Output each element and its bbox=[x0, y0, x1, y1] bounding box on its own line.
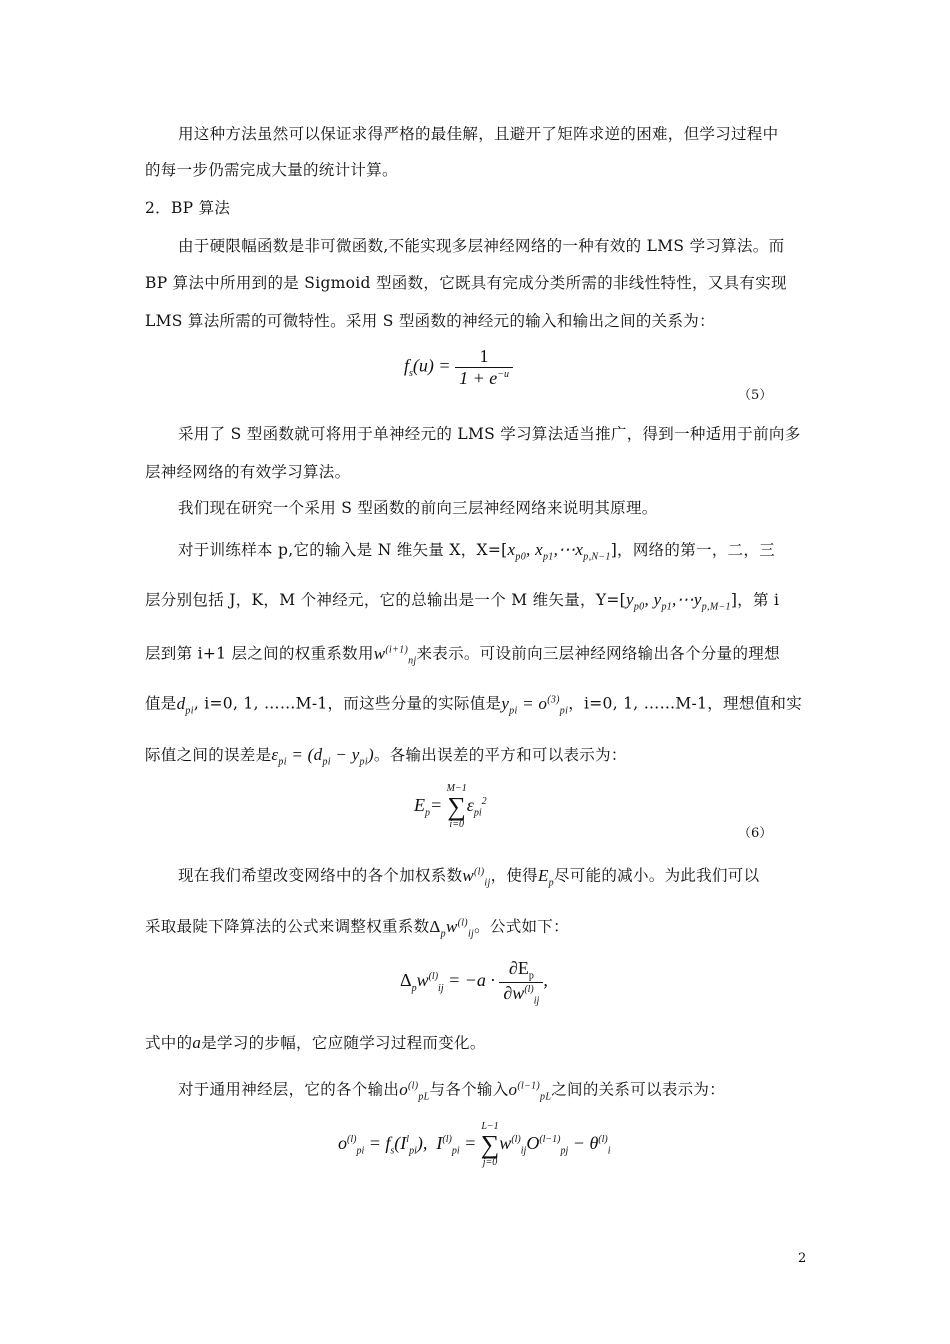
paragraph-line: 我们现在研究一个采用 S 型函数的前向三层神经网络来说明其原理。 bbox=[178, 499, 658, 517]
paragraph-line: 的每一步仍需完成大量的统计计算。 bbox=[145, 161, 398, 179]
paragraph-line: 对于通用神经层，它的各个输出$o^{(l)}_{pL}$与各个输入$o^{(l-1)}_{pL}$之间的关系可以表示为： bbox=[178, 1079, 726, 1103]
equation-5-number: （5） bbox=[738, 388, 773, 403]
paragraph-line: 际值之间的误差是$\varepsilon_{pi} = (d_{pi} - y_{pi})$。各输出误差的平方和可以表示为： bbox=[145, 745, 627, 768]
paragraph-line: 采取最陡下降算法的公式来调整权重系数$\Delta_pw^{(l)}_{ij}$。公式如下： bbox=[145, 916, 569, 940]
paragraph-line: 由于硬限幅函数是非可微函数,不能实现多层神经网络的一种有效的 LMS 学习算法。而 bbox=[178, 237, 785, 255]
paragraph-line: 式中的a是学习的步幅，它应随学习过程而变化。 bbox=[145, 1033, 486, 1052]
paragraph-line: 现在我们希望改变网络中的各个加权系数$w^{(l)}_{ij}$，使得$E_p$尽可能的减小。为此我们可以 bbox=[178, 865, 760, 889]
section-heading: 2．BP 算法 bbox=[145, 199, 231, 217]
equation-5: $f_s(u)$ = $\frac{1}{1 + e^{-u}}$ bbox=[404, 346, 513, 389]
paragraph-line: 层分别包括 J，K，M 个神经元，它的总输出是一个 M 维矢量，$Y=[y_{p0}$, $y_{p1},\cdots y_{p,M-1}$]，第 i bbox=[145, 590, 780, 613]
paragraph-line: 用这种方法虽然可以保证求得严格的最佳解，且避开了矩阵求逆的困难，但学习过程中 bbox=[178, 125, 779, 143]
paragraph-line: 层到第 i+1 层之间的权重系数用$w^{(i+1)}_{nj}$来表示。可设前向三层神经网络输出各个分量的理想 bbox=[145, 643, 780, 667]
page-number: 2 bbox=[798, 1251, 807, 1266]
equation-gradient: $\Delta_pw^{(l)}_{ij} = -a$ · $\frac{\partial E_p}{\partial w^{(l)}_{ij}}$ , bbox=[400, 958, 548, 1007]
paragraph-line: 对于训练样本 p,它的输入是 N 维矢量 X，$X=[x_{p0}$, $x_{p1},\cdots x_{p,N-1}$]，网络的第一，二，三 bbox=[178, 540, 776, 563]
paragraph-line: 采用了 S 型函数就可将用于单神经元的 LMS 学习算法适当推广，得到一种适用于前向多 bbox=[178, 425, 801, 443]
equation-6: $E_p=$ M−1 ∑ i=0 $\varepsilon_{pi}^2$ bbox=[414, 783, 487, 830]
equation-6-number: （6） bbox=[738, 826, 773, 841]
paragraph-line: LMS 算法所需的可微特性。采用 S 型函数的神经元的输入和输出之间的关系为： bbox=[145, 312, 715, 330]
paragraph-line: BP 算法中所用到的是 Sigmoid 型函数，它既具有完成分类所需的非线性特性，又具有实现 bbox=[145, 274, 787, 292]
paragraph-line: 值是$d_{pi}$, i=0, 1, ……M-1，而这些分量的实际值是$y_{pi} = o^{(3)}_{pi}$，i=0, 1, ……M-1，理想值和实 bbox=[145, 693, 803, 717]
equation-layer: $o^{(l)}_{pi} = f_s(I^l_{pi})$, $I^{(l)}_{pi}$ = L−1 ∑ j=0 $w^{(l)}_{ij}O^{(l-1)}_{pj} - \theta^{(l)}_i$ bbox=[338, 1121, 611, 1168]
paragraph-line: 层神经网络的有效学习算法。 bbox=[145, 463, 351, 481]
